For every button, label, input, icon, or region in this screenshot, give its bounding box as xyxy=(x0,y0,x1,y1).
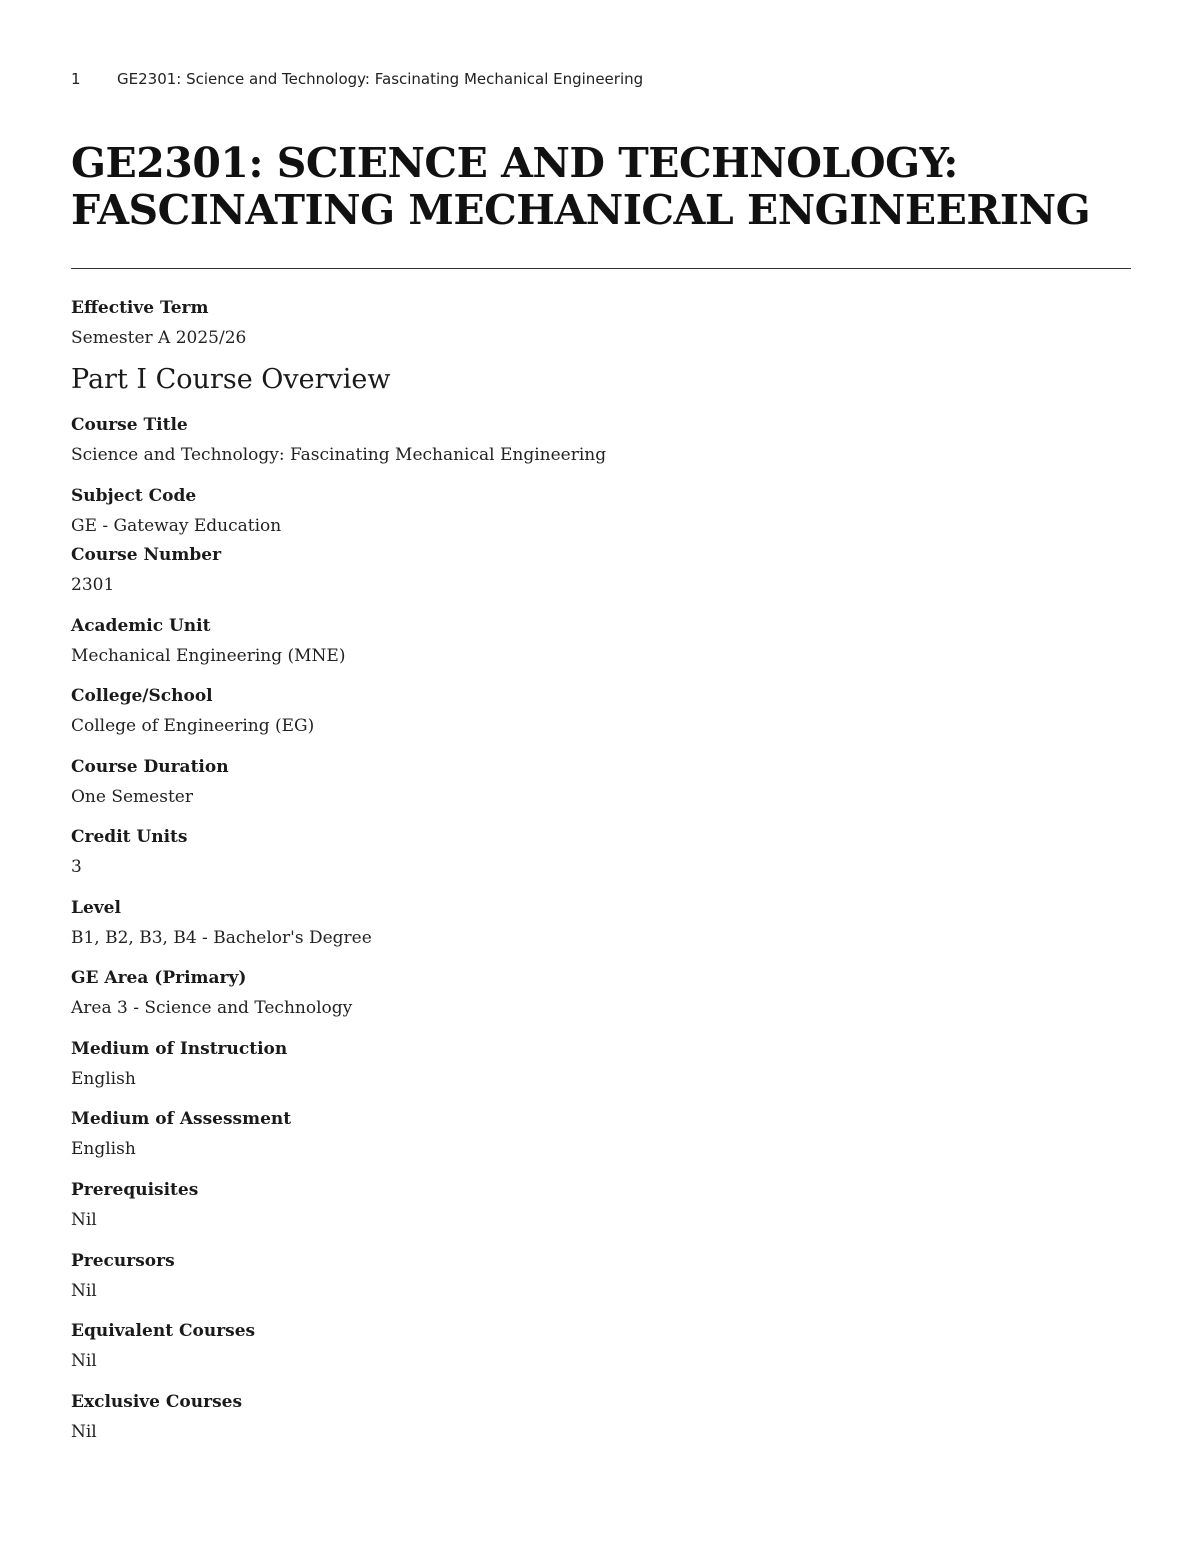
precursors-value: Nil xyxy=(71,1281,97,1301)
page-number: 1 xyxy=(71,70,81,88)
medium-of-instruction-label: Medium of Instruction xyxy=(71,1039,288,1059)
equivalent-courses-label: Equivalent Courses xyxy=(71,1321,256,1341)
exclusive-courses-value: Nil xyxy=(71,1422,97,1442)
medium-of-instruction-value: English xyxy=(71,1069,136,1089)
ge-area-value: Area 3 - Science and Technology xyxy=(71,998,353,1018)
section-heading: Part I Course Overview xyxy=(71,364,391,395)
college-school-label: College/School xyxy=(71,686,213,706)
level-value: B1, B2, B3, B4 - Bachelor's Degree xyxy=(71,928,372,948)
document-title xyxy=(71,140,1131,234)
course-number-value: 2301 xyxy=(71,575,115,595)
course-title-label: Course Title xyxy=(71,415,188,435)
college-school-value: College of Engineering (EG) xyxy=(71,716,315,736)
course-number-label: Course Number xyxy=(71,545,222,565)
level-label: Level xyxy=(71,898,121,918)
credit-units-label: Credit Units xyxy=(71,827,188,847)
course-duration-value: One Semester xyxy=(71,787,193,807)
running-header xyxy=(71,70,643,88)
course-duration-label: Course Duration xyxy=(71,757,229,777)
ge-area-label: GE Area (Primary) xyxy=(71,968,247,988)
medium-of-assessment-label: Medium of Assessment xyxy=(71,1109,292,1129)
subject-code-label: Subject Code xyxy=(71,486,197,506)
course-title-value: Science and Technology: Fascinating Mechanical Engineering xyxy=(71,445,607,465)
medium-of-assessment-value: English xyxy=(71,1139,136,1159)
running-title: GE2301: Science and Technology: Fascinating Mechanical Engineering xyxy=(117,70,644,88)
equivalent-courses-value: Nil xyxy=(71,1351,97,1371)
document-title-line-1: GE2301: SCIENCE AND TECHNOLOGY: xyxy=(71,139,958,187)
credit-units-value: 3 xyxy=(71,857,82,877)
title-divider xyxy=(71,268,1131,269)
prerequisites-value: Nil xyxy=(71,1210,97,1230)
academic-unit-value: Mechanical Engineering (MNE) xyxy=(71,646,346,666)
academic-unit-label: Academic Unit xyxy=(71,616,211,636)
exclusive-courses-label: Exclusive Courses xyxy=(71,1392,243,1412)
prerequisites-label: Prerequisites xyxy=(71,1180,199,1200)
precursors-label: Precursors xyxy=(71,1251,175,1271)
effective-term-label: Effective Term xyxy=(71,298,209,318)
effective-term-value: Semester A 2025/26 xyxy=(71,328,247,348)
document-title-line-2: FASCINATING MECHANICAL ENGINEERING xyxy=(71,186,1091,234)
subject-code-value: GE - Gateway Education xyxy=(71,516,282,536)
